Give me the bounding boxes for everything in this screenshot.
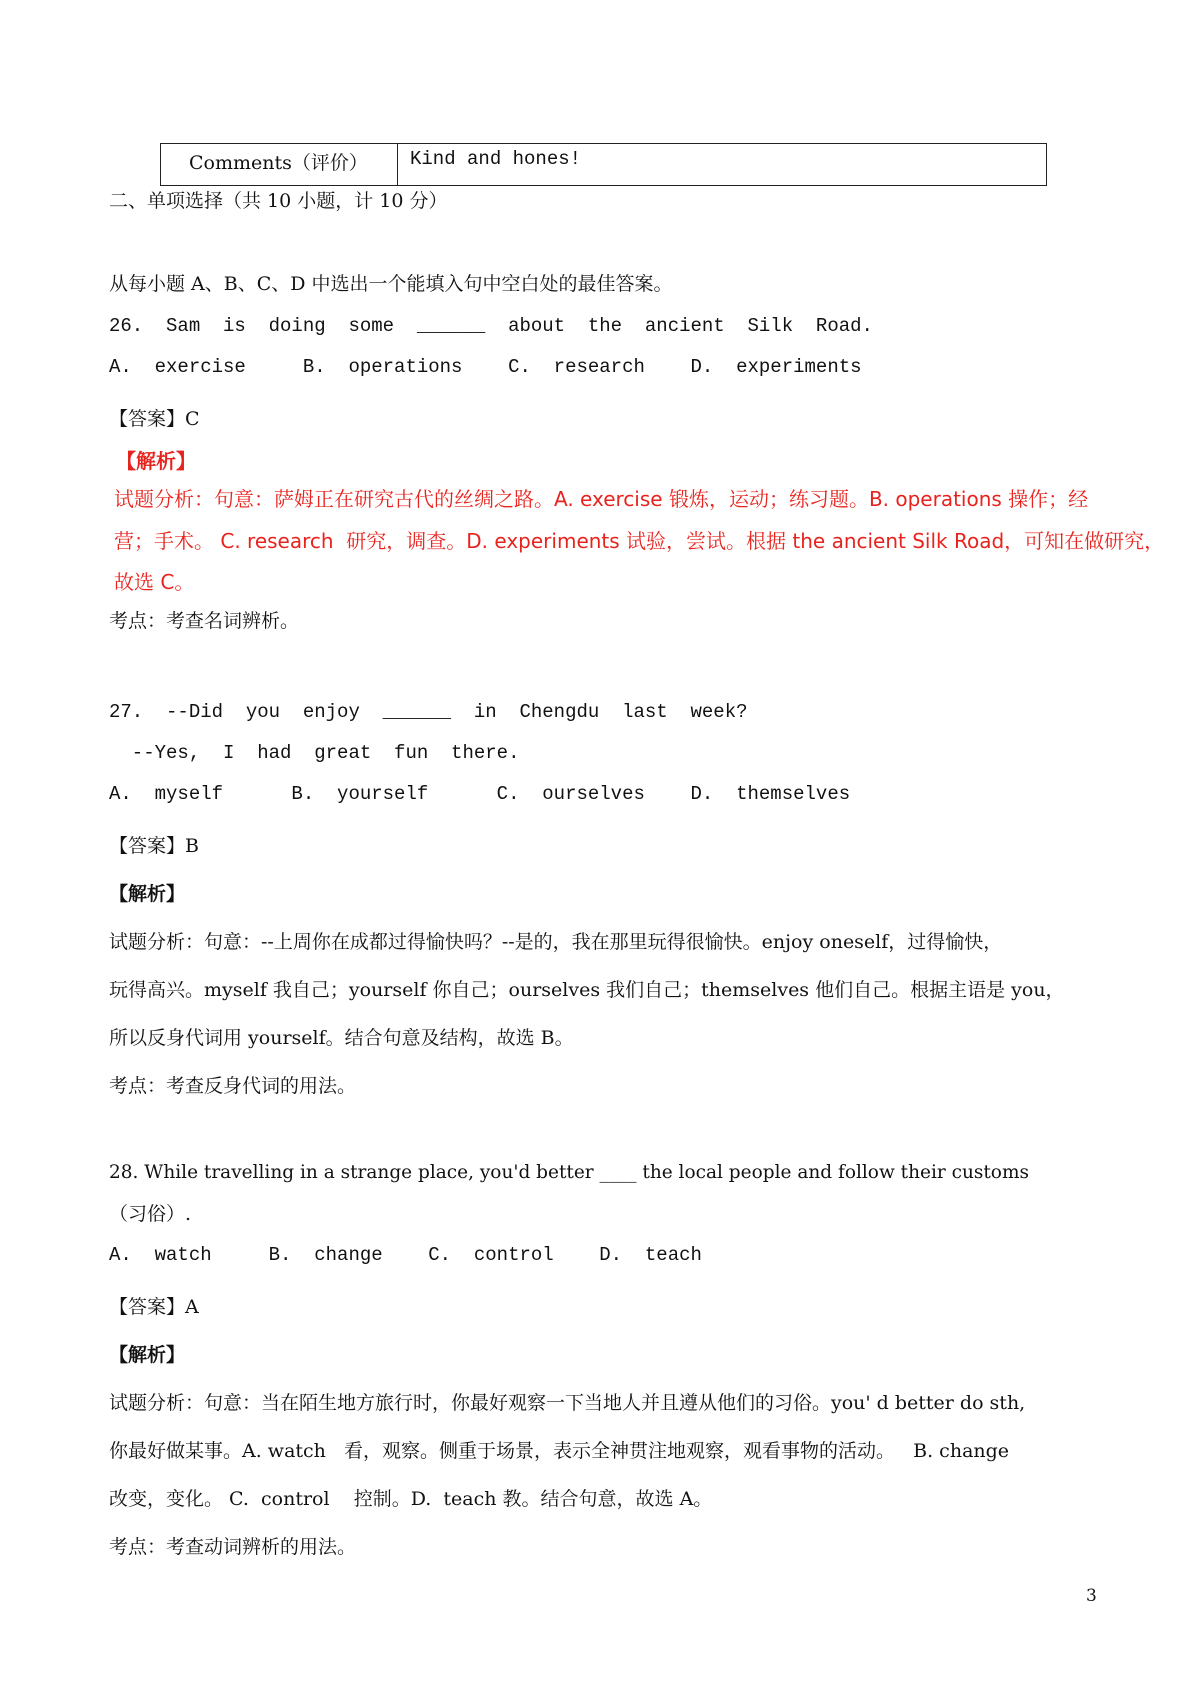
comments-value: Kind and hones! <box>398 144 1047 186</box>
question-28-analysis-line: 试题分析：句意：当在陌生地方旅行时，你最好观察一下当地人并且遵从他们的习俗。you' d better do sth, <box>109 1392 1026 1414</box>
comments-table <box>160 143 1047 186</box>
question-26-stem: 26. Sam is doing some ______ about the ancient Silk Road. <box>109 315 873 337</box>
question-27-stem: 27. --Did you enjoy ______ in Chengdu last week? <box>109 701 748 723</box>
question-26-analysis-line: 故选 C。 <box>114 570 195 594</box>
question-26-point: 考点：考查名词辨析。 <box>109 610 300 632</box>
page-number: 3 <box>1086 1586 1097 1606</box>
question-28-stem: 28. While travelling in a strange place, you'd better ____ the local people and follow their customs <box>109 1162 1029 1183</box>
question-27-analysis-line: 所以反身代词用 yourself。结合句意及结构，故选 B。 <box>109 1027 574 1049</box>
section-instruction: 从每小题 A、B、C、D 中选出一个能填入句中空白处的最佳答案。 <box>109 273 673 295</box>
question-27-point: 考点：考查反身代词的用法。 <box>109 1075 357 1097</box>
question-27-options: A. myself B. yourself C. ourselves D. themselves <box>109 783 851 805</box>
question-28-stem-continued: （习俗）. <box>109 1203 192 1225</box>
question-27-analysis-line: 玩得高兴。myself 我自己；yourself 你自己；ourselves 我们自己；themselves 他们自己。根据主语是 you， <box>109 979 1065 1001</box>
question-28-answer: 【答案】A <box>109 1296 199 1318</box>
question-27-reply: --Yes, I had great fun there. <box>109 742 520 764</box>
question-26-analysis-line: 试题分析：句意：萨姆正在研究古代的丝绸之路。A. exercise 锻炼，运动；练习题。B. operations 操作；经 <box>114 487 1089 511</box>
section-heading: 二、单项选择（共 10 小题，计 10 分） <box>109 190 448 212</box>
question-26-analysis-title: 【解析】 <box>116 449 196 473</box>
question-28-analysis-title: 【解析】 <box>109 1344 186 1366</box>
question-26-analysis-line: 营；手术。 C. research 研究，调查。D. experiments 试验，尝试。根据 the ancient Silk Road，可知在做研究， <box>114 529 1165 553</box>
comments-label: Comments（评价） <box>161 144 398 186</box>
question-28-analysis-line: 改变，变化。 C. control 控制。D. teach 教。结合句意，故选 A。 <box>109 1488 713 1510</box>
question-28-point: 考点：考查动词辨析的用法。 <box>109 1536 357 1558</box>
question-28-options: A. watch B. change C. control D. teach <box>109 1244 702 1266</box>
question-28-analysis-line: 你最好做某事。A. watch 看，观察。侧重于场景，表示全神贯注地观察，观看事物的活动。 B. change <box>109 1440 1010 1462</box>
question-27-analysis-title: 【解析】 <box>109 883 186 905</box>
question-26-answer: 【答案】C <box>109 408 200 430</box>
question-27-analysis-line: 试题分析：句意：--上周你在成都过得愉快吗？--是的，我在那里玩得很愉快。enjoy oneself，过得愉快， <box>109 931 1003 953</box>
question-27-answer: 【答案】B <box>109 835 199 857</box>
question-26-options: A. exercise B. operations C. research D. experiments <box>109 356 862 378</box>
